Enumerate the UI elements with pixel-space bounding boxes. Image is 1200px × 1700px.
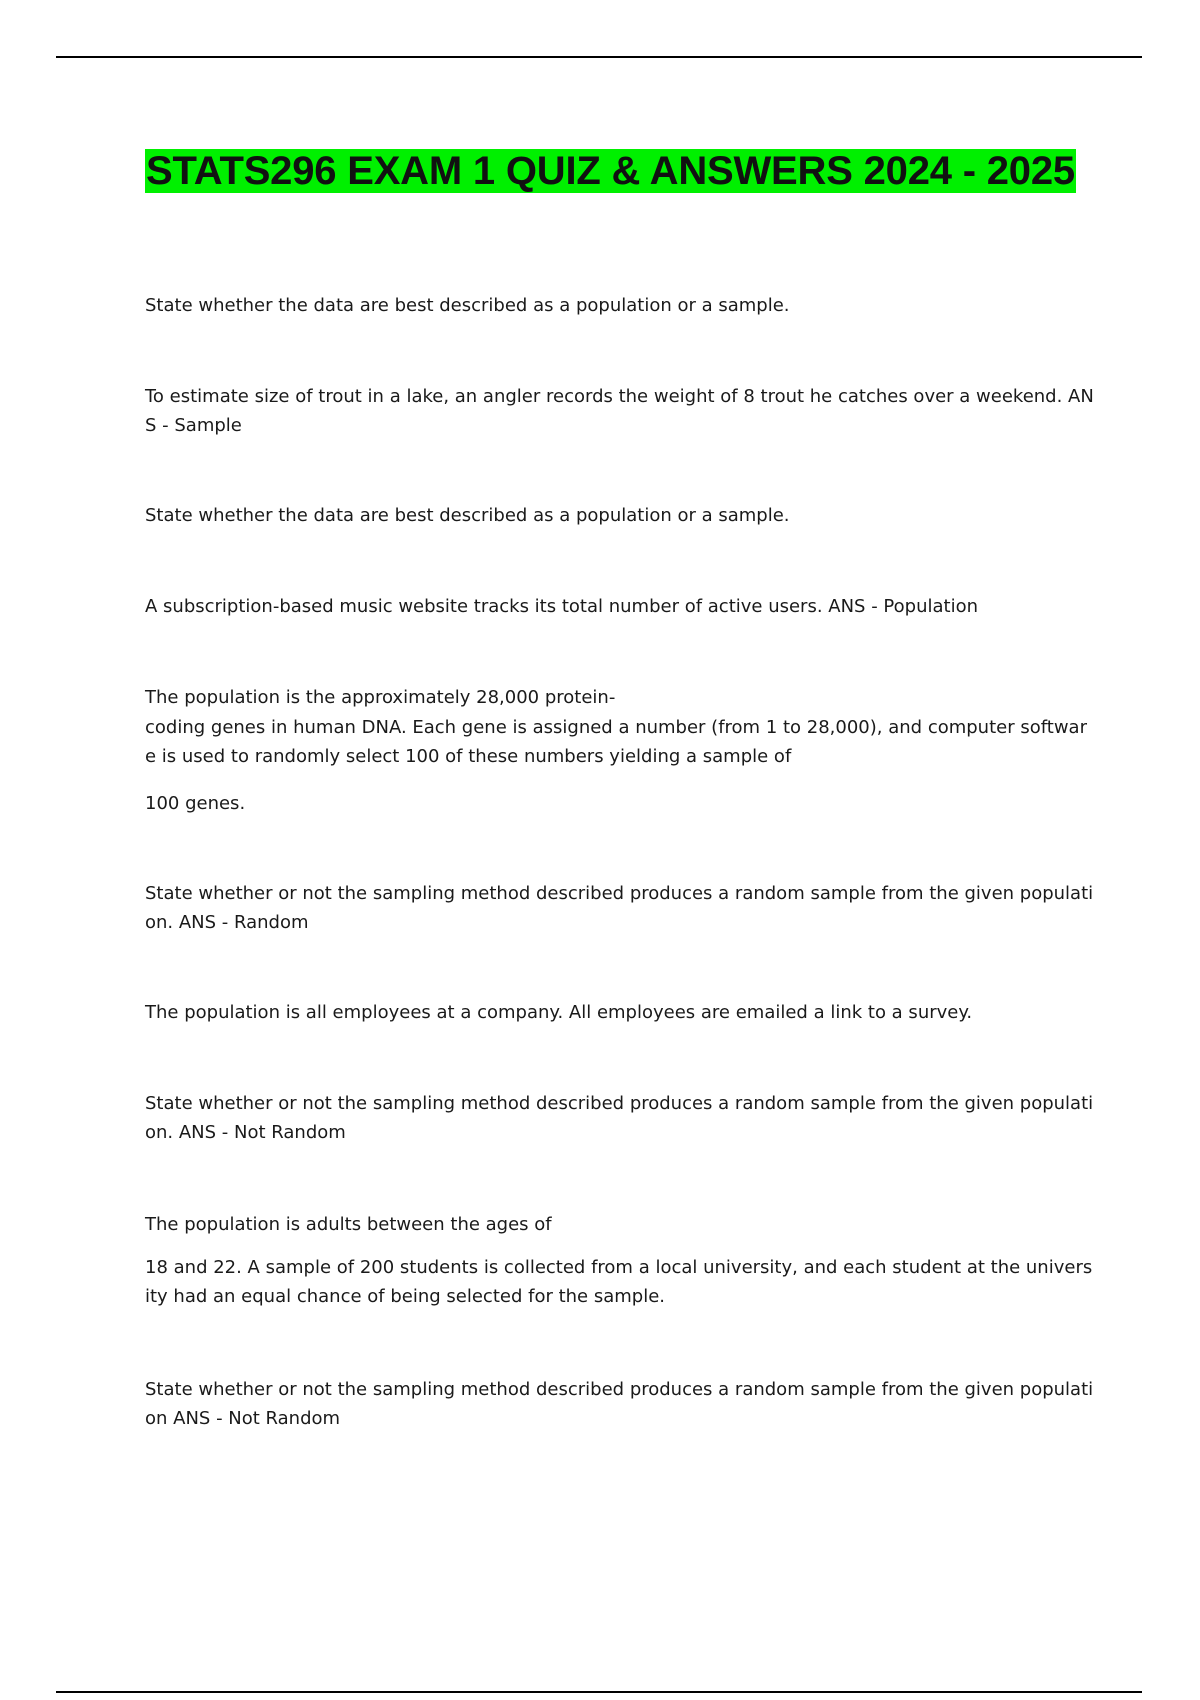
paragraph-8: State whether or not the sampling method described produces a random sample from the given population. ANS - Random <box>145 883 1094 933</box>
paragraph-3: State whether the data are best described as a population or a sample. <box>145 505 790 526</box>
paragraph-9: The population is all employees at a company. All employees are emailed a link to a survey. <box>145 1002 973 1023</box>
footer-rule <box>56 1691 1142 1693</box>
paragraph-6: coding genes in human DNA. Each gene is assigned a number (from 1 to 28,000), and computer software is used to randomly select 100 of these numbers yielding a sample of <box>145 717 1087 767</box>
paragraph-7: 100 genes. <box>145 793 246 814</box>
paragraph-2: To estimate size of trout in a lake, an angler records the weight of 8 trout he catches over a weekend. ANS - Sample <box>145 386 1094 436</box>
title-block <box>145 145 1080 197</box>
paragraph-5: The population is the approximately 28,000 protein- <box>145 687 616 708</box>
paragraph-10: State whether or not the sampling method described produces a random sample from the given population. ANS - Not Random <box>145 1093 1094 1143</box>
paragraph-12: 18 and 22. A sample of 200 students is collected from a local university, and each student at the university had an equal chance of being selected for the sample. <box>145 1257 1093 1307</box>
paragraph-1: State whether the data are best described as a population or a sample. <box>145 295 790 316</box>
paragraph-11: The population is adults between the ages of <box>145 1214 552 1235</box>
title-highlight: STATS296 EXAM 1 QUIZ & ANSWERS 2024 - 2025 <box>146 149 1075 193</box>
document-title <box>145 145 1080 197</box>
paragraph-4: A subscription-based music website tracks its total number of active users. ANS - Population <box>145 596 978 617</box>
header-rule <box>56 56 1142 58</box>
paragraph-13: State whether or not the sampling method described produces a random sample from the given population ANS - Not Random <box>145 1379 1094 1429</box>
